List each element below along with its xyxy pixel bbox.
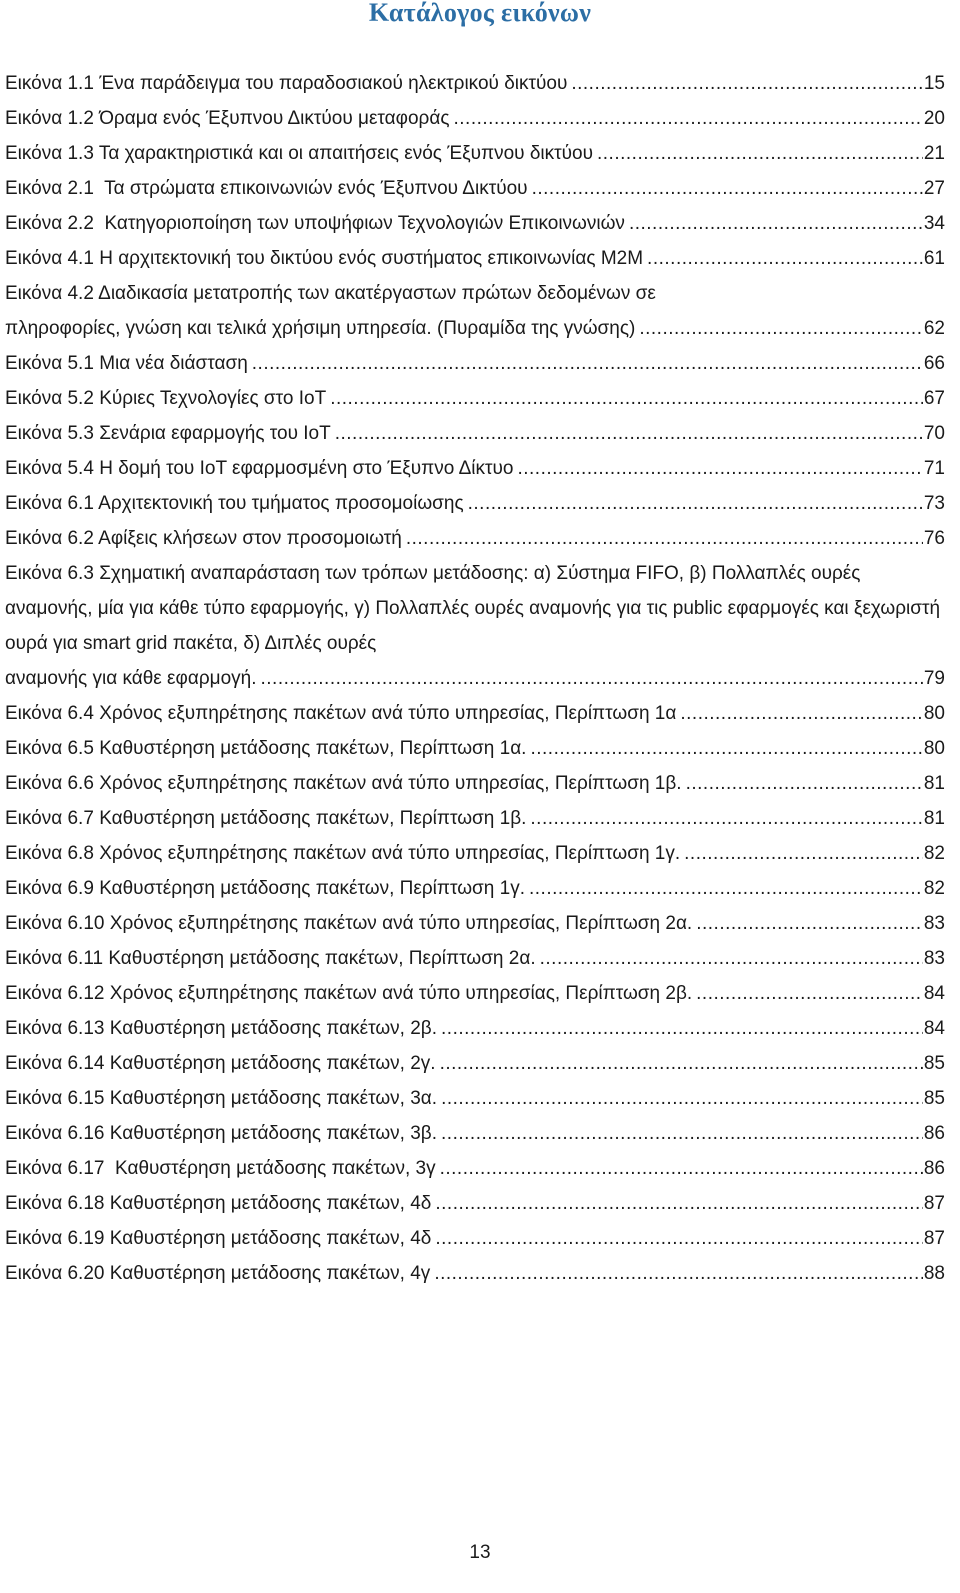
toc-entry[interactable] xyxy=(5,101,945,136)
toc-entry-title xyxy=(5,1116,437,1151)
toc-entry-title-text: Χρόνος εξυπηρέτησης πακέτων ανά τύπο υπηρεσίας, Περίπτωση 1α xyxy=(99,703,677,724)
toc-entry-page: 61 xyxy=(923,248,945,269)
leader-dots xyxy=(464,486,923,521)
leader-dots xyxy=(248,346,923,381)
toc-entry-line xyxy=(5,171,945,206)
toc-entry-page: 81 xyxy=(923,773,945,794)
toc-entry[interactable] xyxy=(5,871,945,906)
toc-entry-page: 34 xyxy=(923,213,945,234)
toc-entry-label: Εικόνα 6.18 xyxy=(5,1193,105,1214)
toc-entry-page: 80 xyxy=(923,703,945,724)
toc-entry-line xyxy=(5,1256,945,1291)
toc-entry-title-text: Καθυστέρηση μετάδοσης πακέτων, 2β. xyxy=(109,1018,438,1039)
toc-entry-line xyxy=(5,1151,945,1186)
toc-entry-page: 82 xyxy=(923,878,945,899)
toc-entry-title xyxy=(5,346,248,381)
toc-entry-line xyxy=(5,766,945,801)
toc-entry-line xyxy=(5,1186,945,1221)
toc-entry-title xyxy=(5,941,536,976)
leader-dots xyxy=(431,1221,923,1256)
toc-entry-title xyxy=(5,871,525,906)
leader-dots xyxy=(625,206,923,241)
leader-dots xyxy=(430,1256,923,1291)
toc-entry-page: 70 xyxy=(923,423,945,444)
toc-entry[interactable] xyxy=(5,136,945,171)
toc-entry-title-text: Αφίξεις κλήσεων στον προσομοιωτή xyxy=(98,528,402,549)
table-of-figures xyxy=(5,66,945,1291)
leader-dots xyxy=(676,696,923,731)
toc-entry-title-text: Καθυστέρηση μετάδοσης πακέτων, 4γ xyxy=(109,1263,431,1284)
toc-entry[interactable] xyxy=(5,346,945,381)
toc-entry[interactable] xyxy=(5,1081,945,1116)
toc-entry[interactable] xyxy=(5,976,945,1011)
toc-entry-title xyxy=(5,416,331,451)
toc-entry-title-text: Χρόνος εξυπηρέτησης πακέτων ανά τύπο υπηρεσίας, Περίπτωση 1β. xyxy=(99,773,682,794)
toc-entry-page: 71 xyxy=(923,458,945,479)
leader-dots xyxy=(450,101,924,136)
leader-dots xyxy=(528,171,923,206)
toc-entry-page: 83 xyxy=(923,948,945,969)
toc-entry-title xyxy=(5,661,256,696)
toc-entry[interactable] xyxy=(5,906,945,941)
toc-entry-separator xyxy=(104,1158,115,1179)
toc-entry-page: 86 xyxy=(923,1123,945,1144)
toc-entry-title-text: Χρόνος εξυπηρέτησης πακέτων ανά τύπο υπηρεσίας, Περίπτωση 1γ. xyxy=(99,843,681,864)
toc-entry-line xyxy=(5,1081,945,1116)
toc-entry-title-text: Καθυστέρηση μετάδοσης πακέτων, 4δ xyxy=(109,1228,432,1249)
toc-entry-title xyxy=(5,206,625,241)
toc-entry-label: Εικόνα 1.3 xyxy=(5,143,94,164)
toc-entry[interactable] xyxy=(5,241,945,276)
toc-entry-line xyxy=(5,731,945,766)
toc-entry-page: 86 xyxy=(923,1158,945,1179)
toc-entry[interactable] xyxy=(5,1011,945,1046)
toc-entry-line xyxy=(5,381,945,416)
leader-dots xyxy=(635,311,923,346)
toc-entry-line xyxy=(5,136,945,171)
toc-entry-title-text: Χρόνος εξυπηρέτησης πακέτων ανά τύπο υπηρεσίας, Περίπτωση 2α. xyxy=(109,913,693,934)
toc-entry-line xyxy=(5,521,945,556)
page-number: 13 xyxy=(469,1542,491,1563)
toc-entry-line xyxy=(5,1116,945,1151)
toc-entry-page: 88 xyxy=(923,1263,945,1284)
toc-entry-label: Εικόνα 6.6 xyxy=(5,773,94,794)
toc-entry-label: Εικόνα 6.4 xyxy=(5,703,94,724)
toc-entry-label: Εικόνα 6.2 xyxy=(5,528,94,549)
toc-entry-label: Εικόνα 6.15 xyxy=(5,1088,105,1109)
toc-entry[interactable] xyxy=(5,731,945,766)
toc-entry-title-start: Διαδικασία μετατροπής των ακατέργαστων πρώτων δεδομένων σε xyxy=(98,283,656,304)
leader-dots xyxy=(692,906,923,941)
toc-entry-label: Εικόνα 1.2 xyxy=(5,108,94,129)
toc-entry-title xyxy=(5,171,528,206)
toc-entry-page: 67 xyxy=(923,388,945,409)
toc-entry-title-text: πληροφορίες, γνώση και τελικά χρήσιμη υπηρεσία. (Πυραμίδα της γνώσης) xyxy=(5,318,636,339)
toc-entry-label: Εικόνα 5.1 xyxy=(5,353,94,374)
toc-entry-title xyxy=(5,766,682,801)
toc-entry-line xyxy=(5,206,945,241)
toc-entry-separator xyxy=(94,213,105,234)
toc-entry[interactable] xyxy=(5,1256,945,1291)
toc-entry-label: Εικόνα 6.14 xyxy=(5,1053,105,1074)
toc-entry-title xyxy=(5,101,450,136)
leader-dots xyxy=(526,801,923,836)
toc-entry[interactable] xyxy=(5,1151,945,1186)
toc-entry-title-text: Σενάρια εφαρμογής του IoT xyxy=(99,423,331,444)
toc-entry-title-text: Κατηγοριοποίηση των υποψήφιων Τεχνολογιών Επικοινωνιών xyxy=(104,213,625,234)
toc-entry-page: 80 xyxy=(923,738,945,759)
toc-entry-line xyxy=(5,486,945,521)
toc-entry-line xyxy=(5,1046,945,1081)
toc-entry-label: Εικόνα 6.10 xyxy=(5,913,105,934)
toc-entry-line xyxy=(5,871,945,906)
toc-entry-line xyxy=(5,661,945,696)
toc-entry-label: Εικόνα 6.8 xyxy=(5,843,94,864)
toc-entry-title xyxy=(5,1046,436,1081)
toc-entry[interactable] xyxy=(5,836,945,871)
toc-entry[interactable] xyxy=(5,556,945,696)
toc-entry-line xyxy=(5,976,945,1011)
toc-entry-title xyxy=(5,1186,431,1221)
toc-entry-title-text: Μια νέα διάσταση xyxy=(99,353,248,374)
toc-entry-page: 79 xyxy=(923,668,945,689)
leader-dots xyxy=(643,241,923,276)
toc-entry-label: Εικόνα 6.19 xyxy=(5,1228,105,1249)
toc-entry-line xyxy=(5,311,945,346)
toc-entry-label: Εικόνα 6.9 xyxy=(5,878,94,899)
toc-entry-title xyxy=(5,1151,436,1186)
toc-entry-label: Εικόνα 6.20 xyxy=(5,1263,105,1284)
toc-entry-page: 21 xyxy=(923,143,945,164)
toc-entry-title-text: Η αρχιτεκτονική του δικτύου ενός συστήματος επικοινωνίας M2M xyxy=(99,248,644,269)
toc-entry[interactable] xyxy=(5,801,945,836)
toc-entry-page: 62 xyxy=(923,318,945,339)
leader-dots xyxy=(436,1151,923,1186)
toc-entry-label: Εικόνα 6.11 xyxy=(5,948,104,969)
toc-entry-label: Εικόνα 6.1 xyxy=(5,493,94,514)
leader-dots xyxy=(536,941,923,976)
toc-entry-separator xyxy=(94,178,104,199)
toc-entry-title xyxy=(5,696,676,731)
toc-entry-title xyxy=(5,66,567,101)
toc-entry[interactable] xyxy=(5,66,945,101)
toc-entry-page: 20 xyxy=(923,108,945,129)
toc-entry-label: Εικόνα 1.1 xyxy=(5,73,94,94)
toc-entry[interactable] xyxy=(5,521,945,556)
toc-entry-page: 87 xyxy=(923,1193,945,1214)
toc-entry-line xyxy=(5,101,945,136)
leader-dots xyxy=(437,1011,923,1046)
toc-entry-label: Εικόνα 6.13 xyxy=(5,1018,105,1039)
toc-entry-text-lead xyxy=(5,556,945,661)
toc-entry[interactable] xyxy=(5,171,945,206)
toc-entry-title xyxy=(5,241,643,276)
toc-entry-page: 84 xyxy=(923,983,945,1004)
toc-entry[interactable] xyxy=(5,381,945,416)
toc-entry-title-text: Η δομή του IoT εφαρμοσμένη στο Έξυπνο Δίκτυο xyxy=(99,458,514,479)
toc-entry-line xyxy=(5,941,945,976)
toc-entry-page: 85 xyxy=(923,1088,945,1109)
toc-entry-title xyxy=(5,976,692,1011)
toc-entry-label: Εικόνα 5.2 xyxy=(5,388,94,409)
toc-entry-line xyxy=(5,451,945,486)
toc-entry-title xyxy=(5,136,593,171)
toc-entry-page: 76 xyxy=(923,528,945,549)
leader-dots xyxy=(431,1186,923,1221)
toc-entry-title xyxy=(5,1256,430,1291)
leader-dots xyxy=(526,731,923,766)
toc-entry-title-text: Καθυστέρηση μετάδοσης πακέτων, 3α. xyxy=(109,1088,438,1109)
toc-entry-title-text: Ένα παράδειγμα του παραδοσιακού ηλεκτρικού δικτύου xyxy=(99,73,568,94)
toc-entry-label: Εικόνα 6.5 xyxy=(5,738,94,759)
toc-entry-title xyxy=(5,1081,437,1116)
toc-entry-title xyxy=(5,451,513,486)
toc-entry[interactable] xyxy=(5,451,945,486)
toc-entry-label: Εικόνα 6.7 xyxy=(5,808,94,829)
toc-entry[interactable] xyxy=(5,1221,945,1256)
toc-entry-page: 66 xyxy=(923,353,945,374)
toc-entry-label: Εικόνα 2.2 xyxy=(5,213,94,234)
toc-entry[interactable] xyxy=(5,416,945,451)
leader-dots xyxy=(437,1081,923,1116)
toc-entry[interactable] xyxy=(5,696,945,731)
leader-dots xyxy=(437,1116,923,1151)
toc-entry-label: Εικόνα 2.1 xyxy=(5,178,94,199)
toc-entry[interactable] xyxy=(5,486,945,521)
toc-entry[interactable] xyxy=(5,766,945,801)
toc-entry-line xyxy=(5,906,945,941)
toc-entry-page: 85 xyxy=(923,1053,945,1074)
leader-dots xyxy=(256,661,923,696)
toc-entry-line xyxy=(5,416,945,451)
toc-entry-line xyxy=(5,66,945,101)
toc-entry-line xyxy=(5,346,945,381)
toc-entry-title-text: αναμονής για κάθε εφαρμογή. xyxy=(5,668,257,689)
toc-entry-page: 27 xyxy=(923,178,945,199)
toc-entry-label: Εικόνα 6.3 xyxy=(5,563,94,584)
toc-entry-page: 87 xyxy=(923,1228,945,1249)
leader-dots xyxy=(692,976,923,1011)
toc-entry-line xyxy=(5,241,945,276)
toc-entry-page: 81 xyxy=(923,808,945,829)
toc-entry-title xyxy=(5,381,326,416)
toc-entry-label: Εικόνα 5.4 xyxy=(5,458,94,479)
toc-entry-title xyxy=(5,1221,431,1256)
leader-dots xyxy=(682,766,923,801)
toc-entry-title-text: Αρχιτεκτονική του τμήματος προσομοίωσης xyxy=(98,493,464,514)
toc-entry-label: Εικόνα 4.1 xyxy=(5,248,94,269)
leader-dots xyxy=(680,836,923,871)
toc-entry-title-text: Καθυστέρηση μετάδοσης πακέτων, 3β. xyxy=(109,1123,438,1144)
toc-entry-label: Εικόνα 6.16 xyxy=(5,1123,105,1144)
toc-entry[interactable] xyxy=(5,941,945,976)
toc-entry-title-text: Κύριες Τεχνολογίες στο IoT xyxy=(99,388,327,409)
leader-dots xyxy=(567,66,923,101)
toc-entry-line xyxy=(5,801,945,836)
toc-entry-title xyxy=(5,731,526,766)
toc-entry-line xyxy=(5,836,945,871)
toc-entry-title xyxy=(5,906,692,941)
toc-entry-label: Εικόνα 6.17 xyxy=(5,1158,105,1179)
toc-entry-title xyxy=(5,836,680,871)
toc-entry-line xyxy=(5,696,945,731)
toc-entry-label: Εικόνα 4.2 xyxy=(5,283,94,304)
leader-dots xyxy=(593,136,923,171)
page-title: Κατάλογος εικόνων xyxy=(368,0,592,27)
leader-dots xyxy=(326,381,923,416)
leader-dots xyxy=(513,451,923,486)
toc-entry-title xyxy=(5,486,464,521)
toc-entry-page: 84 xyxy=(923,1018,945,1039)
toc-entry[interactable] xyxy=(5,1186,945,1221)
toc-entry-title-text: Τα χαρακτηριστικά και οι απαιτήσεις ενός Έξυπνου δικτύου xyxy=(98,143,593,164)
toc-entry-title xyxy=(5,521,402,556)
toc-entry-title-text: Καθυστέρηση μετάδοσης πακέτων, Περίπτωση 1γ. xyxy=(99,878,525,899)
toc-entry-title-text: Τα στρώματα επικοινωνιών ενός Έξυπνου Δικτύου xyxy=(104,178,528,199)
toc-entry[interactable] xyxy=(5,1046,945,1081)
toc-entry-title xyxy=(5,801,526,836)
toc-entry[interactable] xyxy=(5,1116,945,1151)
toc-entry-page: 83 xyxy=(923,913,945,934)
toc-entry-label: Εικόνα 6.12 xyxy=(5,983,105,1004)
leader-dots xyxy=(402,521,923,556)
toc-entry-line xyxy=(5,1011,945,1046)
toc-entry-page: 15 xyxy=(923,73,945,94)
toc-entry-page: 82 xyxy=(923,843,945,864)
toc-entry-title-text: Καθυστέρηση μετάδοσης πακέτων, Περίπτωση 2α. xyxy=(108,948,536,969)
toc-entry[interactable] xyxy=(5,276,945,346)
toc-entry-title-text: Όραμα ενός Έξυπνου Δικτύου μεταφοράς xyxy=(99,108,450,129)
leader-dots xyxy=(436,1046,923,1081)
toc-entry-title xyxy=(5,1011,437,1046)
toc-entry-title-text: Καθυστέρηση μετάδοσης πακέτων, 3γ xyxy=(115,1158,436,1179)
toc-entry-title-text: Χρόνος εξυπηρέτησης πακέτων ανά τύπο υπηρεσίας, Περίπτωση 2β. xyxy=(109,983,693,1004)
toc-entry-title-text: Καθυστέρηση μετάδοσης πακέτων, Περίπτωση 1α. xyxy=(99,738,527,759)
leader-dots xyxy=(525,871,923,906)
toc-entry-label: Εικόνα 5.3 xyxy=(5,423,94,444)
leader-dots xyxy=(331,416,923,451)
toc-entry[interactable] xyxy=(5,206,945,241)
toc-entry-title-start: Σχηματική αναπαράσταση των τρόπων μετάδοσης: α) Σύστημα FIFO, β) Πολλαπλές ουρές αναμονής, μία για κάθε τύπο εφαρμογής, γ) Πολλαπλές ουρές αναμονής για τις public εφαρμογές και ξεχωριστή ουρά για smart grid πακέτα, δ) Διπλές ουρές xyxy=(5,563,941,654)
toc-entry-title-text: Καθυστέρηση μετάδοσης πακέτων, Περίπτωση 1β. xyxy=(99,808,527,829)
toc-entry-text-lead xyxy=(5,276,945,311)
toc-entry-title-text: Καθυστέρηση μετάδοσης πακέτων, 4δ xyxy=(109,1193,432,1214)
toc-entry-page: 73 xyxy=(923,493,945,514)
toc-entry-title xyxy=(5,311,635,346)
toc-entry-line xyxy=(5,1221,945,1256)
toc-entry-title-text: Καθυστέρηση μετάδοσης πακέτων, 2γ. xyxy=(109,1053,436,1074)
